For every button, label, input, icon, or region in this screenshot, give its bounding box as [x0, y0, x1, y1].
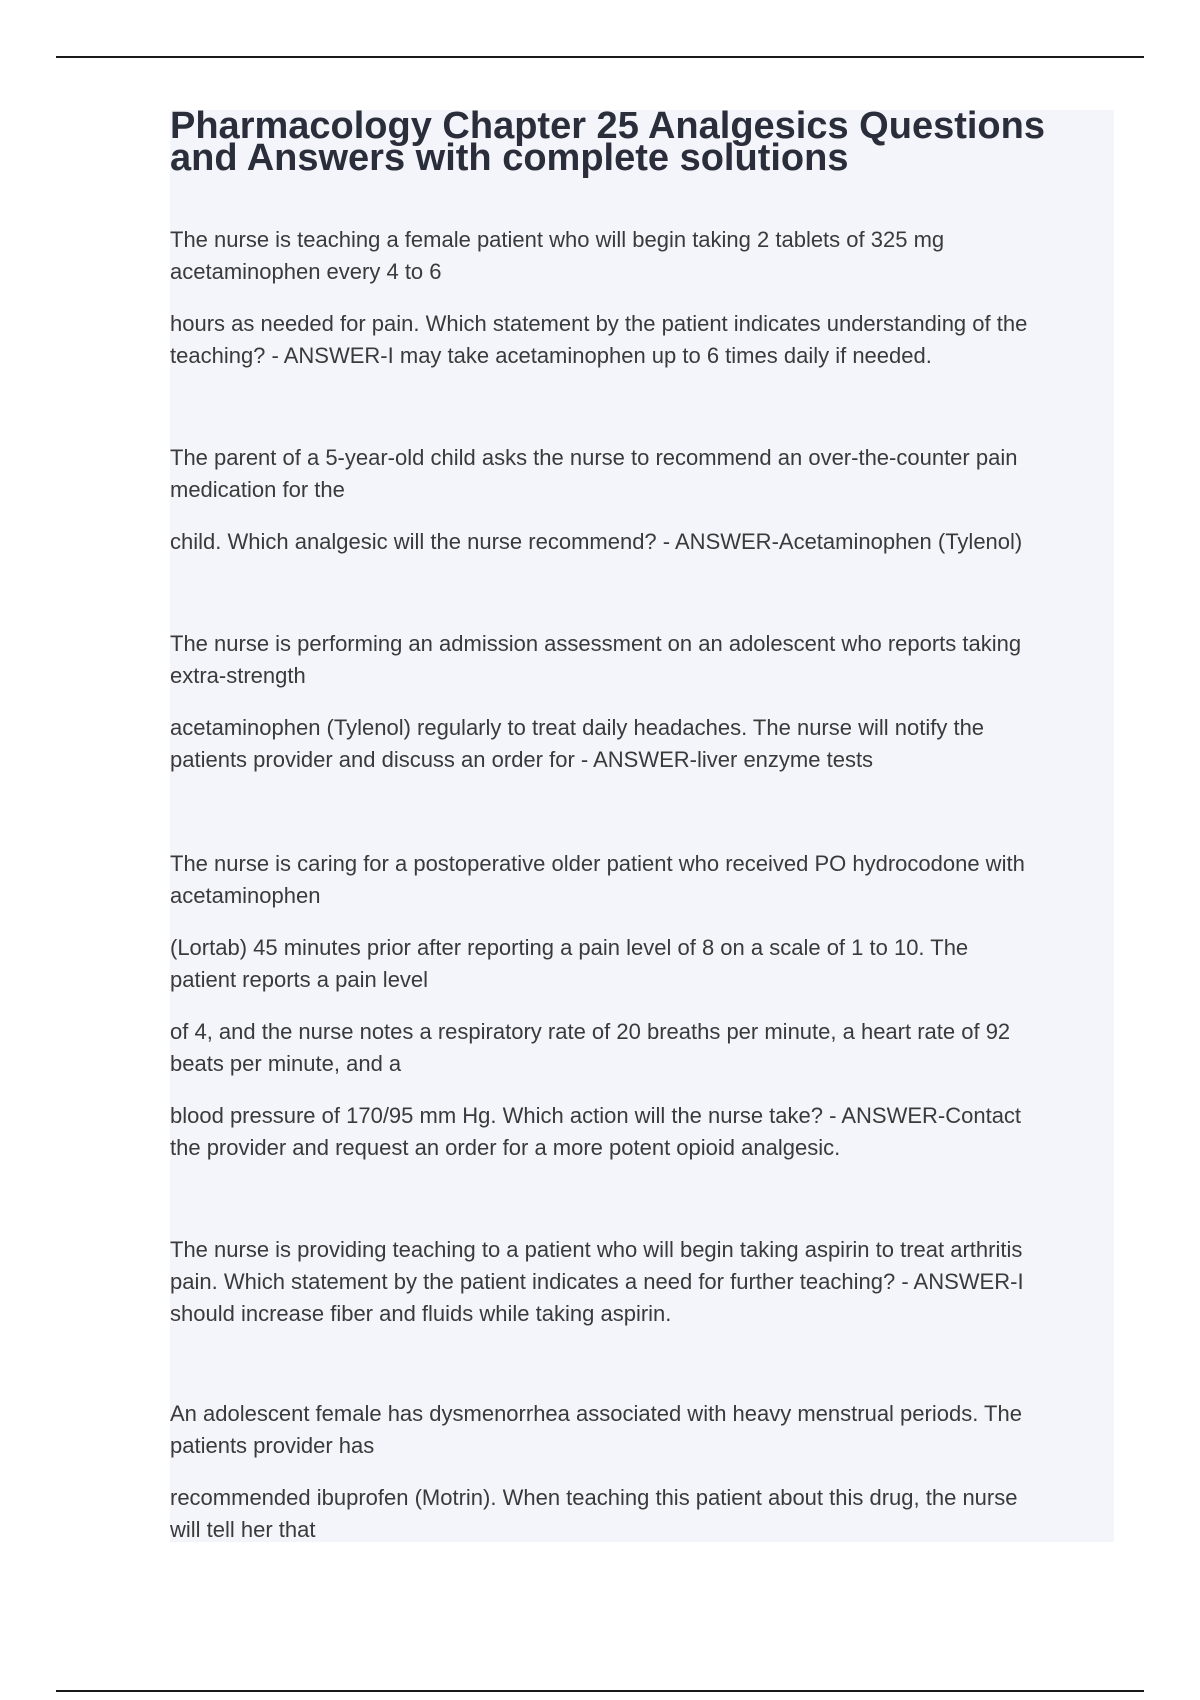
- title-line-1: Pharmacology Chapter 25 Analgesics Questions: [170, 105, 1045, 147]
- text-line: patients provider has: [170, 1433, 375, 1458]
- text-line: acetaminophen (Tylenol) regularly to treat daily headaches. The nurse will notify the: [170, 715, 985, 740]
- text-line: hours as needed for pain. Which statement by the patient indicates understanding of the: [170, 311, 1028, 336]
- text-line: pain. Which statement by the patient indicates a need for further teaching? - ANSWER-I: [170, 1269, 1024, 1294]
- text-line: patient reports a pain level: [170, 967, 429, 992]
- page-content: [170, 105, 1114, 1542]
- question-block: [170, 1234, 1114, 1330]
- text-line: The nurse is providing teaching to a patient who will begin taking aspirin to treat arthritis: [170, 1237, 1023, 1262]
- text-line: An adolescent female has dysmenorrhea associated with heavy menstrual periods. The: [170, 1401, 1022, 1426]
- question-block: [170, 1398, 1114, 1546]
- text-line: child. Which analgesic will the nurse recommend? - ANSWER-Acetaminophen (Tylenol): [170, 529, 1023, 554]
- bottom-rule: [56, 1690, 1144, 1692]
- text-line: blood pressure of 170/95 mm Hg. Which action will the nurse take? - ANSWER-Contact: [170, 1103, 1022, 1128]
- text-line: medication for the: [170, 477, 345, 502]
- text-line: The nurse is performing an admission assessment on an adolescent who reports taking: [170, 631, 1022, 656]
- question-paragraph: [170, 1398, 1114, 1462]
- text-line: the provider and request an order for a more potent opioid analgesic.: [170, 1135, 841, 1160]
- text-line: should increase fiber and fluids while taking aspirin.: [170, 1301, 672, 1326]
- text-line: acetaminophen: [170, 883, 321, 908]
- text-line: The parent of a 5-year-old child asks the nurse to recommend an over-the-counter pain: [170, 445, 1018, 470]
- text-line: will tell her that: [170, 1517, 316, 1542]
- answer-paragraph: [170, 526, 1114, 558]
- question-block: [170, 224, 1114, 372]
- question-paragraph: [170, 932, 1114, 996]
- question-block: [170, 442, 1114, 558]
- text-line: (Lortab) 45 minutes prior after reporting a pain level of 8 on a scale of 1 to 10. The: [170, 935, 969, 960]
- document-title: [170, 105, 1114, 179]
- text-line: acetaminophen every 4 to 6: [170, 259, 442, 284]
- text-line: of 4, and the nurse notes a respiratory rate of 20 breaths per minute, a heart rate of 92: [170, 1019, 1011, 1044]
- text-line: The nurse is teaching a female patient who will begin taking 2 tablets of 325 mg: [170, 227, 945, 252]
- answer-paragraph: [170, 1100, 1114, 1164]
- question-block: [170, 628, 1114, 776]
- question-paragraph: [170, 224, 1114, 288]
- question-paragraph: [170, 1016, 1114, 1080]
- title-line-2: and Answers with complete solutions: [170, 137, 849, 179]
- answer-paragraph: [170, 308, 1114, 372]
- text-line: The nurse is caring for a postoperative older patient who received PO hydrocodone with: [170, 851, 1025, 876]
- question-paragraph: [170, 1482, 1114, 1546]
- text-line: beats per minute, and a: [170, 1051, 402, 1076]
- question-paragraph: [170, 848, 1114, 912]
- text-line: patients provider and discuss an order for - ANSWER-liver enzyme tests: [170, 747, 874, 772]
- answer-paragraph: [170, 712, 1114, 776]
- question-block: [170, 848, 1114, 1164]
- question-paragraph: [170, 442, 1114, 506]
- question-paragraph: [170, 1234, 1114, 1330]
- text-line: extra-strength: [170, 663, 306, 688]
- text-line: teaching? - ANSWER-I may take acetaminophen up to 6 times daily if needed.: [170, 343, 932, 368]
- question-paragraph: [170, 628, 1114, 692]
- top-rule: [56, 56, 1144, 58]
- text-line: recommended ibuprofen (Motrin). When teaching this patient about this drug, the nurse: [170, 1485, 1018, 1510]
